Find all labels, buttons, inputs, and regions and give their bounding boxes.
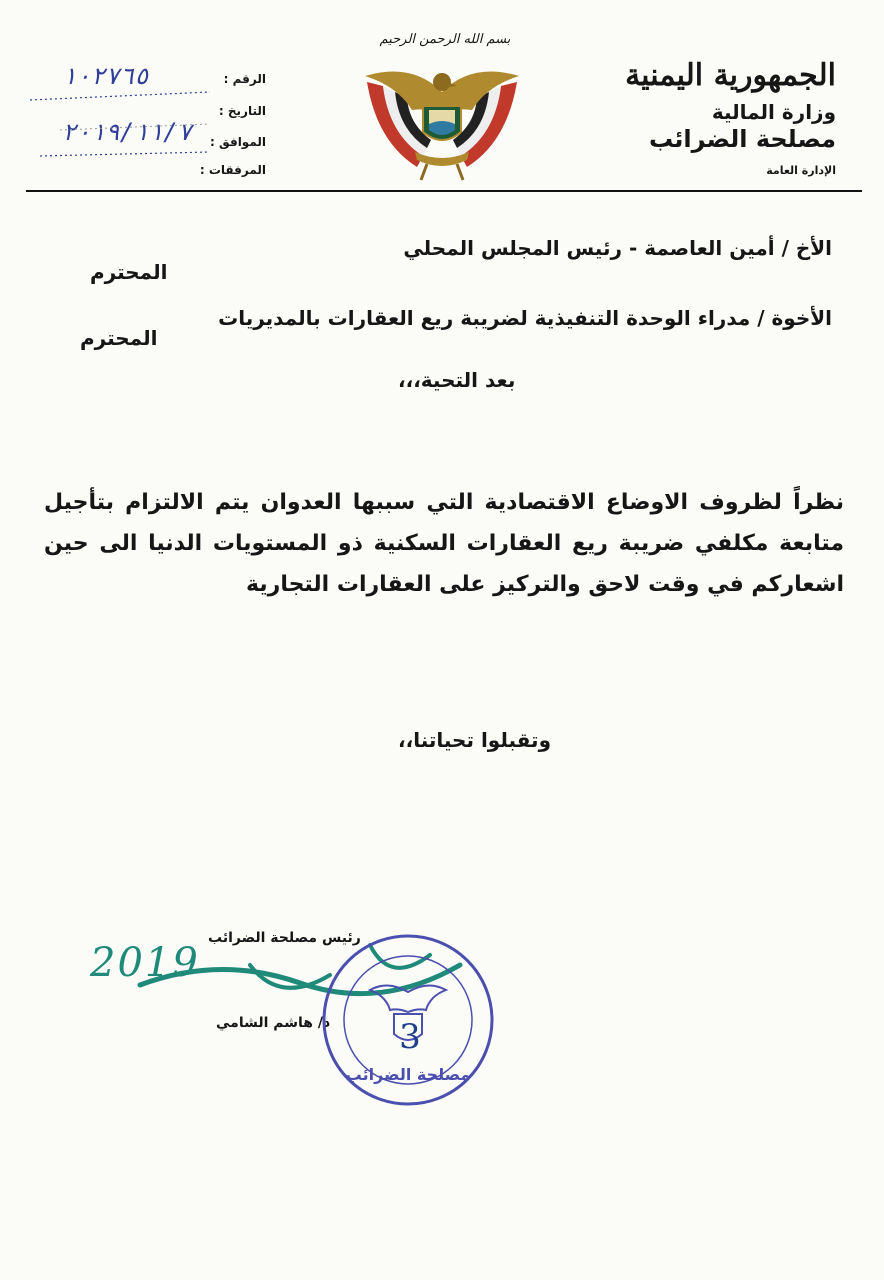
signatory-name: د/ هاشم الشامي bbox=[216, 1015, 331, 1031]
authority-name: مصلحة الضرائب bbox=[649, 125, 836, 153]
number-label: الرقم : bbox=[223, 72, 266, 86]
addressee-second: الأخوة / مدراء الوحدة التنفيذية لضريبة ريع العقارات بالمديريات bbox=[218, 306, 832, 330]
ministry-name: وزارة المالية bbox=[711, 100, 836, 124]
closing: وتقبلوا تحياتنا،، bbox=[398, 728, 551, 752]
addressee-first: الأخ / أمين العاصمة - رئيس المجلس المحلي bbox=[403, 236, 832, 260]
header-divider bbox=[26, 190, 862, 192]
letter-body: نظراً لظروف الاوضاع الاقتصادية التي سببها العدوان يتم الالتزام بتأجيل متابعة مكلفي ضريبة ريع العقارات السكنية ذو المستويات الدنيا الى حين اشعاركم في وقت لاحق والتركيز على العقارات التجارية bbox=[44, 490, 844, 597]
greeting: بعد التحية،،، bbox=[398, 368, 516, 392]
official-stamp-icon bbox=[318, 930, 498, 1110]
addressee-second-honorific: المحترم bbox=[80, 326, 158, 350]
dotted-lines bbox=[30, 72, 230, 182]
date-label: التاريخ : bbox=[218, 104, 266, 118]
basmala: بسم الله الرحمن الرحيم bbox=[379, 32, 511, 47]
stamp-text: مصلحة الضرائب bbox=[345, 1065, 471, 1084]
addressee-first-honorific: المحترم bbox=[90, 260, 168, 284]
signatory-title: رئيس مصلحة الضرائب bbox=[208, 930, 361, 946]
corresponding-value: ٢٠١٩/١١/٧ bbox=[62, 118, 193, 146]
svg-text:3: 3 bbox=[399, 1017, 421, 1057]
republic-name: الجمهورية اليمنية bbox=[625, 58, 836, 93]
corresponding-label: الموافق : bbox=[210, 135, 266, 149]
attachments-label: المرفقات : bbox=[199, 163, 266, 177]
yemen-emblem-icon bbox=[357, 52, 527, 182]
department-name: الإدارة العامة bbox=[766, 164, 836, 177]
number-value: ١٠٢٧٦٥ bbox=[62, 62, 149, 90]
handwritten-year: 2019 bbox=[90, 940, 200, 986]
